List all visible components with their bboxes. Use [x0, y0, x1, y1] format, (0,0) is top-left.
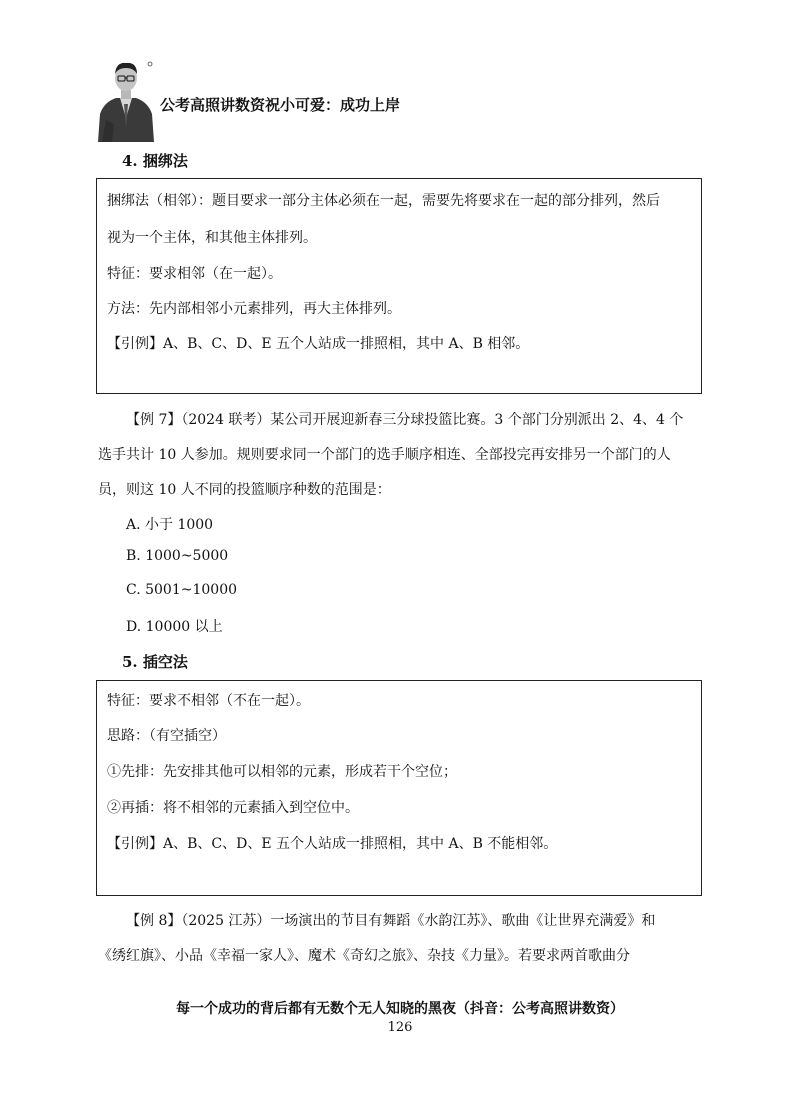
section-5-title: 5. 插空法	[122, 653, 188, 671]
box1-line2: 视为一个主体，和其他主体排列。	[107, 230, 317, 246]
example8-line2: 《绣红旗》、小品《幸福一家人》、魔术《奇幻之旅》、杂技《力量》。若要求两首歌曲分	[98, 948, 630, 964]
box2-example: 【引例】A、B、C、D、E 五个人站成一排照相，其中 A、B 不能相邻。	[107, 836, 558, 852]
header-title: 公考高照讲数资祝小可爱：成功上岸	[160, 96, 401, 114]
footer-slogan: 每一个成功的背后都有无数个无人知晓的黑夜（抖音：公考高照讲数资）	[176, 1001, 624, 1017]
insertion-method-box	[96, 680, 702, 896]
box1-method: 方法：先内部相邻小元素排列，再大主体排列。	[107, 301, 401, 317]
example8-line1: 【例 8】（2025 江苏）一场演出的节目有舞蹈《水韵江苏》、歌曲《让世界充满爱》和	[126, 913, 656, 929]
box2-idea: 思路：（有空插空）	[107, 728, 226, 744]
box1-line1: 捆绑法（相邻）：题目要求一部分主体必须在一起，需要先将要求在一起的部分排列，然后	[107, 193, 660, 209]
example7-option-b: B. 1000~5000	[126, 548, 229, 564]
box2-feature: 特征：要求不相邻（不在一起）。	[107, 693, 310, 709]
page-number: 126	[387, 1020, 413, 1035]
box2-step2: ②再插：将不相邻的元素插入到空位中。	[107, 800, 359, 816]
example7-option-d: D. 10000 以上	[126, 619, 223, 635]
binding-method-box	[96, 178, 702, 394]
example7-option-c: C. 5001~10000	[126, 582, 238, 598]
example7-line2: 选手共计 10 人参加。规则要求同一个部门的选手顺序相连、全部投完再安排另一个部门的人	[98, 447, 671, 463]
example7-option-a: A. 小于 1000	[126, 517, 214, 533]
section-4-title: 4. 捆绑法	[122, 152, 188, 170]
author-photo	[94, 58, 158, 142]
page-header	[94, 58, 714, 144]
box2-step1: ①先排：先安排其他可以相邻的元素，形成若干个空位；	[107, 764, 457, 780]
example7-line3: 员，则这 10 人不同的投篮顺序种数的范围是：	[98, 482, 391, 498]
box1-feature: 特征：要求相邻（在一起）。	[107, 266, 282, 282]
example7-line1: 【例 7】（2024 联考）某公司开展迎新春三分球投篮比赛。3 个部门分别派出 2、4、4 个	[126, 412, 684, 428]
box1-example: 【引例】A、B、C、D、E 五个人站成一排照相，其中 A、B 相邻。	[107, 336, 530, 352]
